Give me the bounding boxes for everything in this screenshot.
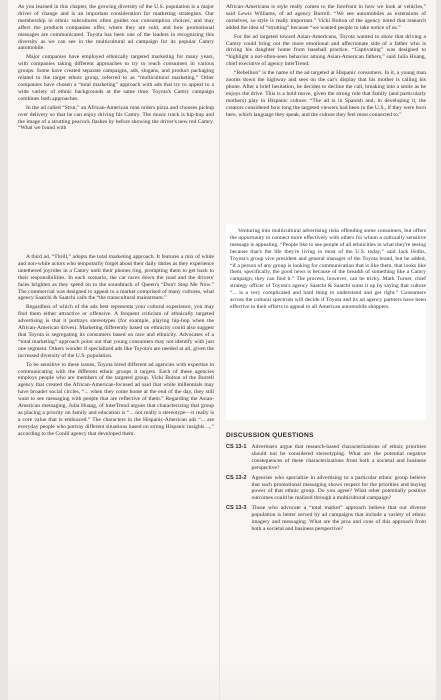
discussion-question bbox=[226, 475, 426, 503]
paragraph: Major companies have employed ethnically targeted marketing for many years, with companies taking different approaches to try to reach consumers in various groups. Some have created separate campaigns, ads, slogans, and product packaging related to the target ethnic group, referred to as “multicultural marketing.” Other companies have chosen a “total marketing” approach with ads that try to appeal to a wide variety of ethnic backgrounds at the same time. Toyota's Camry campaign combines both approaches. bbox=[18, 54, 214, 102]
text-column-top-right bbox=[226, 4, 426, 121]
textbook-page bbox=[8, 0, 436, 700]
discussion-heading: DISCUSSION QUESTIONS bbox=[226, 432, 314, 439]
page-shadow bbox=[8, 660, 436, 700]
paragraph: In the ad called “Strut,” an African-American man orders pizza and chooses pickup over delivery so that he can enjoy driving his Camry. The music track is hip-hop and the image of a strutting peacock flashes by before showing the driver's new red Camry. “What we found with bbox=[18, 104, 214, 132]
discussion-question bbox=[226, 505, 426, 533]
paragraph: African-Americans is style really comes to the forefront in how we look at vehicles,” said Lewis Williams, of ad agency Burrell. “We see automobiles as extensions of ourselves, so style is really important.” Vicki Bolton of the agency noted that research added the idea of “strutting” because “we wanted people to take notice of us.” bbox=[226, 4, 426, 31]
paragraph: Regardless of which of the ads best represents your cultural experience, you may find them either attractive or offensive. A frequent criticism of ethnically targeted advertising is that it portrays stereotypes (for example, playing hip-hop when the African-American drives). Marketing differently based on ethnicity could also suggest that Toyota is segregating its consumers based on race and ethnicity. Advocates of a “total marketing” approach point out that young consumers may not identify with just one segment. Others wonder if specialized ads like Toyota's are needed at all, given the increased diversity of the U.S. population. bbox=[18, 304, 214, 359]
paragraph: Venturing into multicultural advertising risks offending some consumers, but offers the opportunity to connect more effectively with others for whom a culturally sensitive message is appealing. “People like to see people of all ethnicities in what they're seeing because that's the life they're living in most of the U.S. today,” said Jack Hollis, Toyota's group vice president and general manager of the Toyota brand, but he added, “if a person of any group is looking for communication that is like them, that looks like them, specifically, the good news is because of the breadth of something like a Camry campaign, they can find it.” The process, however, can be tricky. Mark Turner, chief strategy officer of Toyota's agency Saatchi & Saatchi sums it up by saying that culture “... is a very complicated and hard thing to understand and get right.” Consumers across the cultural spectrum will decide if Toyota and its ad agency partners have been effective in their efforts to appeal to all American automobile shoppers. bbox=[230, 228, 426, 310]
question-number: CS 13-3 bbox=[226, 505, 247, 512]
column-gutter bbox=[219, 0, 220, 700]
question-text: Those who advocate a “total market” approach believe that our diverse population is better served by ad campaigns that include a variety of ethnic imagery and messaging. What are the pros and cons of this approach from both a societal and business perspective? bbox=[251, 505, 426, 532]
paragraph: As you learned in this chapter, the growing diversity of the U.S. population is a major driver of change and is an important consideration for marketing strategists. Our membership in ethnic subcultures often guides our consumption choices, and may affect the products companies offer, where they are sold, and how promotional messages are communicated. Toyota has been one of the leaders in recognizing this diversity as we can see in the multicultural ad campaign for its popular Camry automobile. bbox=[18, 4, 214, 52]
paragraph: To be sensitive to these issues, Toyota hired different ad agencies with expertise in communicating with the different ethnic groups it targets. Each of these agencies employs people who are members of the targeted group. Vicki Bolton of the Burrell agency that created the African-American-focused ad said that white millennials may have broader social circles, “... when they come home at the end of the day, they still want to see messaging with people that are reflective of them.” Regarding the Asian-American messaging, Julia Huang, of interTrend argues that characterizing that group as placing a priority on family and education is “... not really a stereotype—it really is a core value that is embraced.” The characters in the Hispanic-American ads “... are everyday people who portray different situations based on strong Hispanic insights ...,” according to the Conill agency that developed them. bbox=[18, 361, 214, 437]
paragraph: A third ad, “Thrill,” adopts the total marketing approach. It features a mix of white and non-white actors who temporarily forget about their daily duties as they experience untethered joyrides in a Camry until their phones ring, prompting them to get back to their responsibilities. In each scenario, the car races down the road and the drivers' faces brighten as they speed on to the soundtrack of Queen's “Don't Stop Me Now.” The commercial was designed to appeal to a market comprised of many cultures, what agency Saatchi & Saatchi calls the “the transcultural mainstream.” bbox=[18, 254, 214, 302]
paragraph: For the ad targeted toward Asian-Americans, Toyota wanted to show that driving a Camry could bring out the more emotional and affectionate side of a father who is driving his daughter home from baseball practice. “Captivating” was designed to “highlight a not-often-seen behavior among Asian-American fathers,” said Julia Huang, chief executive of agency interTrend. bbox=[226, 33, 426, 68]
text-column-top-left bbox=[18, 4, 214, 134]
text-column-bottom-right bbox=[230, 228, 426, 313]
question-number: CS 13-2 bbox=[226, 474, 247, 481]
question-number: CS 13-1 bbox=[226, 444, 247, 450]
question-text: Agencies who specialize in advertising to a particular ethnic group believe that such promotional messaging shows respect for the priorities and buying power of that ethnic group. Do you agree? What other potentially positive outcomes could be realized through a multicultural campaign? bbox=[251, 474, 426, 502]
text-column-bottom-left bbox=[18, 254, 214, 440]
discussion-question bbox=[226, 444, 426, 472]
paragraph: “Rebellion” is the name of the ad targeted at Hispanic consumers. In it, a young man zooms down the highway and sees on the car's display that his mother is calling his phone. After a brief hesitation, he decides to decline the call, breaking into a smile as he enjoys the drive. This is a bold move, given the strong role that family (and particularly mothers) play in Hispanic culture. “The ad is in Spanish and, in developing it, the creators considered how long the targeted viewers had been in the U.S., if they were born here, which language they speak, and the culture they feel most connected to.” bbox=[226, 70, 426, 118]
discussion-questions-section bbox=[226, 424, 426, 536]
question-text: Advertisers argue that research-based characterizations of ethnic priorities should not be considered stereotyping. What are the potential negative consequences of these characterizations from both a societal and business perspective? bbox=[251, 444, 426, 471]
